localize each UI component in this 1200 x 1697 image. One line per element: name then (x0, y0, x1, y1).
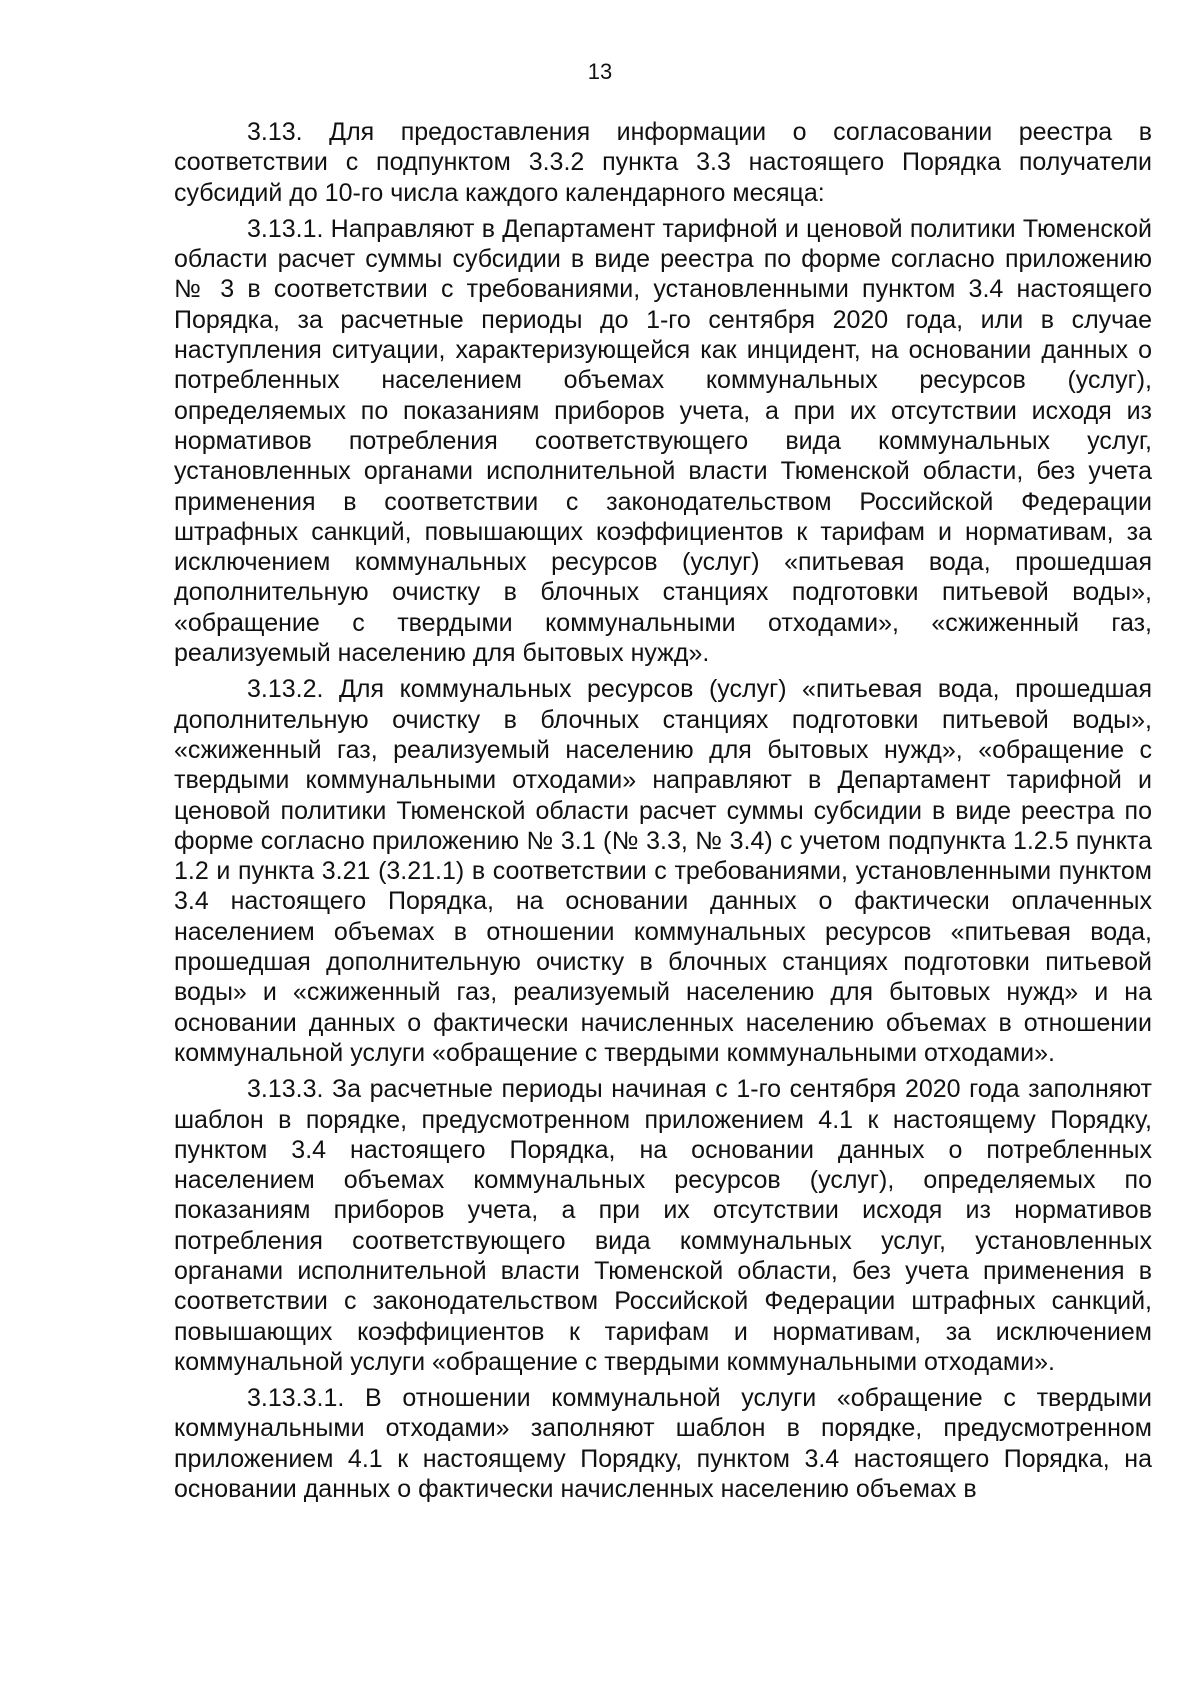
paragraph-3-13-3: 3.13.3. За расчетные периоды начиная с 1-го сентября 2020 года заполняют шаблон в порядке, предусмотренном приложением 4.1 к настоящему Порядку, пунктом 3.4 настоящего Порядка, на основании данных о потребленных населением объемах коммунальных ресурсов (услуг), определяемых по показаниям приборов учета, а при их отсутствии исходя из нормативов потребления соответствующего вида коммунальных услуг, установленных органами исполнительной власти Тюменской области, без учета применения в соответствии с законодательством Российской Федерации штрафных санкций, повышающих коэффициентов к тарифам и нормативам, за исключением коммунальной услуги «обращение с твердыми коммунальными отходами». (174, 1075, 1152, 1376)
paragraph-3-13-3-1: 3.13.3.1. В отношении коммунальной услуги «обращение с твердыми коммунальными отходами» заполняют шаблон в порядке, предусмотренном приложением 4.1 к настоящему Порядку, пунктом 3.4 настоящего Порядка, на основании данных о фактически начисленных населению объемах в (174, 1384, 1152, 1504)
document-body (174, 117, 1152, 1510)
paragraph-3-13-2: 3.13.2. Для коммунальных ресурсов (услуг) «питьевая вода, прошедшая дополнительную очистку в блочных станциях подготовки питьевой воды», «сжиженный газ, реализуемый населению для бытовых нужд», «обращение с твердыми коммунальными отходами» направляют в Департамент тарифной и ценовой политики Тюменской области расчет суммы субсидии в виде реестра по форме согласно приложению № 3.1 (№ 3.3, № 3.4) с учетом подпункта 1.2.5 пункта 1.2 и пункта 3.21 (3.21.1) в соответствии с требованиями, установленными пунктом 3.4 настоящего Порядка, на основании данных о фактически оплаченных населением объемах в отношении коммунальных ресурсов «питьевая вода, прошедшая дополнительную очистку в блочных станциях подготовки питьевой воды» и «сжиженный газ, реализуемый населению для бытовых нужд» и на основании данных о фактически начисленных населению объемах в отношении коммунальной услуги «обращение с твердыми коммунальными отходами». (174, 675, 1152, 1067)
paragraph-3-13-1: 3.13.1. Направляют в Департамент тарифной и ценовой политики Тюменской области расчет суммы субсидии в виде реестра по форме согласно приложению № 3 в соответствии с требованиями, установленными пунктом 3.4 настоящего Порядка, за расчетные периоды до 1-го сентября 2020 года, или в случае наступления ситуации, характеризующейся как инцидент, на основании данных о потребленных населением объемах коммунальных ресурсов (услуг), определяемых по показаниям приборов учета, а при их отсутствии исходя из нормативов потребления соответствующего вида коммунальных услуг, установленных органами исполнительной власти Тюменской области, без учета применения в соответствии с законодательством Российской Федерации штрафных санкций, повышающих коэффициентов к тарифам и нормативам, за исключением коммунальных ресурсов (услуг) «питьевая вода, прошедшая дополнительную очистку в блочных станциях подготовки питьевой воды», «обращение с твердыми коммунальными отходами», «сжиженный газ, реализуемый населению для бытовых нужд». (174, 214, 1152, 668)
page-number: 13 (587, 59, 613, 84)
paragraph-3-13: 3.13. Для предоставления информации о согласовании реестра в соответствии с подпунктом 3.3.2 пункта 3.3 настоящего Порядка получатели субсидий до 10-го числа каждого календарного месяца: (174, 118, 1152, 207)
